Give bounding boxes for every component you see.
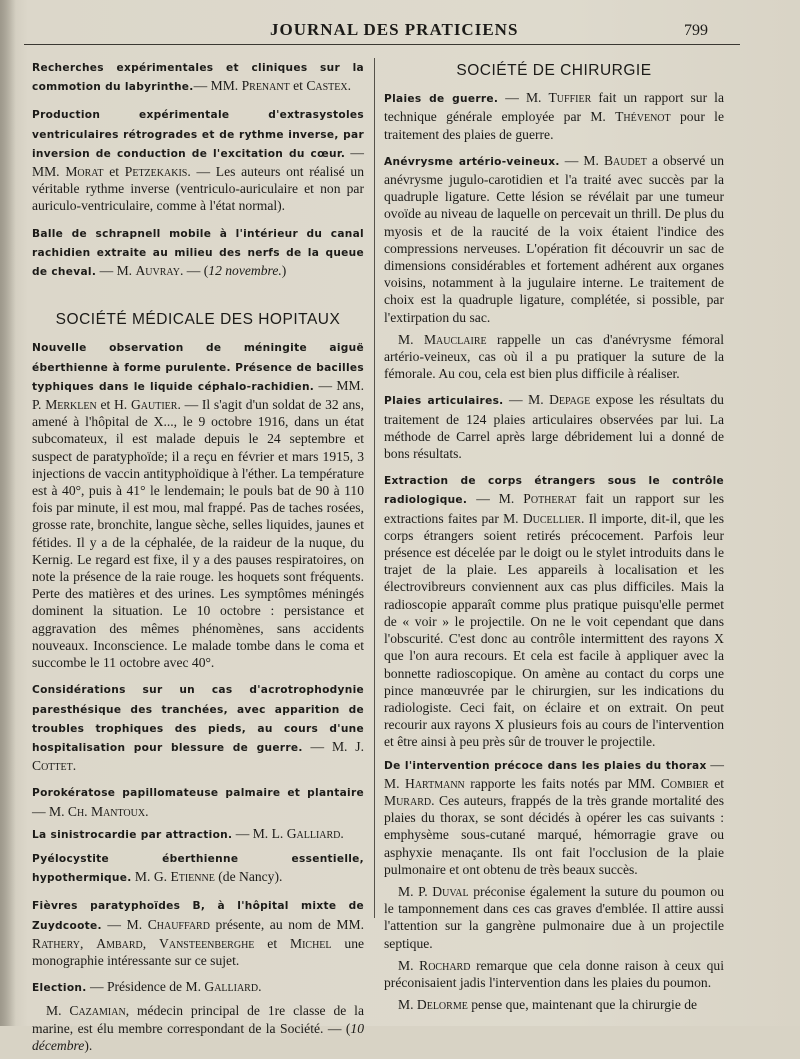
entry-porokeratose: Porokératose papillomateuse palmaire et plantaire — M. Ch. Mantoux.	[32, 787, 364, 819]
column-divider	[374, 58, 375, 918]
entry-delorme: M. Delorme pense que, maintenant que la chirurgie de	[398, 997, 698, 1013]
entry-extrasystoles: Production expérimentale d'extrasystoles ventriculaires rétrogrades et de rythme inverse, par inversion de conduction de l'excitation du cœur. — MM. Morat et Petzekakis. — Les auteurs ont réalisé un véritable rythme inverse (ventriculo-auriculaire et non par auriculo-ventriculaire, comme à l'état normal).	[32, 109, 365, 214]
entry-sinistrocardie: La sinistrocardie par attraction. — M. L. Galliard.	[32, 825, 344, 841]
header-rule	[24, 44, 740, 45]
page-header	[0, 18, 800, 42]
entry-mauclaire: M. Mauclaire rappelle un cas d'anévrysme fémoral artério-veineux, cas où il a pu pratiquer la suture de la fémorale. Au cou, cela est bien plus difficile à réaliser.	[384, 331, 724, 382]
section-title-chirurgie: SOCIÉTÉ DE CHIRURGIE	[456, 62, 652, 79]
entry-schrapnell-ball: Balle de schrapnell mobile à l'intérieur du canal rachidien extraite au milieu des nerfs de la queue de cheval. — M. Auvray. — (12 novembre.)	[32, 227, 364, 279]
entry-paratyphoid-fevers: Fièvres paratyphoïdes B, à l'hôpital mixte de Zuydcoote. — M. Chauffard présente, au nom de MM. Rathery, Ambard, Vansteenberghe et Michel une monographie intéressante sur ce sujet.	[32, 900, 365, 968]
journal-title: JOURNAL DES PRATICIENS	[270, 20, 519, 39]
entry-war-wounds: Plaies de guerre. — M. Tuffier fait un rapport sur la technique générale employée par M. Thévenot pour le traitement des plaies de guerre.	[384, 90, 724, 142]
entry-election: Election. — Présidence de M. Galliard.	[32, 979, 262, 995]
section-title-medicale: SOCIÉTÉ MÉDICALE DES HOPITAUX	[55, 311, 341, 329]
entry-aneurysm: Anévrysme artério-veineux. — M. Baudet a observé un anévrysme jugulo-carotidien et l'a traité avec succès par la quadruple ligature. Cette lésion se révélait par une tumeur ovoïde au niveau de laquelle on percevait un thrill. De plus du myosis et de la raucité de la voix étaient l'indice des compressions nerveuses. L'opération fit découvrir un sac de dimensions considérables et fortement adhérent aux organes voisins, notamment à la jugulaire interne. Le traitement de choix est la quadruple ligature, complétée, si possible, par l'extirpation du sac.	[384, 152, 724, 325]
entry-thorax-intervention: De l'intervention précoce dans les plaies du thorax — M. Hartmann rapporte les faits notés par MM. Combier et Murard. Ces auteurs, frappés de la très grande mortalité des plaies du thorax, se sont décidés à opérer les cas suivants : emphysème sous-cutané marqué, hémorragie grave ou asphyxie menaçante. Ils ont fait l'occlusion de la plaie pulmonaire et ont obtenu de très beaux succès.	[384, 756, 724, 877]
entry-cazamian: M. Cazamian, médecin principal de 1re classe de la marine, est élu membre correspondant de la Société. — (10 décembre).	[32, 1003, 364, 1053]
binding-shadow	[0, 0, 16, 1026]
right-column	[384, 58, 724, 1018]
entry-meningitis: Nouvelle observation de méningite aiguë éberthienne à forme purulente. Présence de bacilles typhiques dans le liquide céphalo-rachidien. — MM. P. Merklen et H. Gautier. — Il s'agit d'un soldat de 32 ans, amené à l'hôpital de X..., le 9 octobre 1916, dans un état subcomateux, il est malade depuis le 24 septembre et suspect de paratyphoïde; il a reçu en février et mars 1915, 3 injections de vaccin antityphoïdique à l'éther. La température est à 40°, puis à 41° le lendemain; le pouls bat de 90 à 110 fois par minute, il est mou, mal frappé. Pas de taches rosées, grosse rate, bronchite, langue sèche, selles liquides, jaunes et fétides. Il y a de la céphalée, de la raideur de la nuque, du Kernig. Le regard est fixe, il y a des pauses respiratoires, on note la présence de la raie rouge. les hoquets sont fréquents. Perte des matières et des urines. Les symptômes méningés dominent la situation. Le 10 octobre : persistance et aggravation des mêmes phénomènes, sans accidents nouveaux. Inconscience. Le malade tombe dans le coma et succombe le 11 octobre avec 40°.	[32, 342, 364, 671]
entry-pyelocystite: Pyélocystite éberthienne essentielle, hypothermique. M. G. Etienne (de Nancy).	[32, 852, 364, 885]
entry-labyrinth-commotion: Recherches expérimentales et cliniques sur la commotion du labyrinthe.— MM. Prenant et Castex.	[32, 62, 364, 94]
page-number: 799	[684, 22, 708, 39]
entry-duval: M. P. Duval préconise également la suture du poumon ou le tamponnement dans ces cas graves d'emblée. Il attire aussi l'attention sur la gangrène pulmonaire due à un projectile septique.	[384, 883, 724, 951]
left-column	[32, 58, 364, 1059]
entry-articular-wounds: Plaies articulaires. — M. Depage expose les résultats du traitement de 124 plaies articulaires observées par lui. La méthode de Carrel après large débridement lui a donné de bons résultats.	[384, 392, 724, 462]
entry-rochard: M. Rochard remarque que cela donne raison à ceux qui préconisaient jadis l'intervention dans les plaies du poumon.	[384, 957, 724, 990]
entry-foreign-body-extraction: Extraction de corps étrangers sous le contrôle radiologique. — M. Potherat fait un rapport sur les extractions faites par M. Ducellier. Il importe, dit-il, que les corps étrangers soient retirés précocement. Parfois leur présence est décelée par le doigt ou le stylet introduits dans le trajet de la plaie. Les appareils à localisation et les électrovibreurs conviennent aux cas plus difficiles. Mais la radioscopie apparaît comme plus pratique puisqu'elle permet de « voir » le projectile. On ne le voit cependant que dans l'obscurité. C'est donc au contrôle intermittent des rayons X que l'on aura recours. Et cela est facile à appliquer avec la bonnette radioscopique. On amène au contact du corps une pince manœuvrée par le chirurgien, sur les indications du radiologiste. Ceci fait, on éclaire et on extrait. On peut recourir aux rayons X plusieurs fois au cours de l'intervention et être ainsi à peu près sûr de trouver le projectile.	[384, 475, 725, 750]
entry-acrotrophodynie: Considérations sur un cas d'acrotrophodynie paresthésique des tranchées, avec apparition de troubles trophiques des pieds, au cours d'une hospitalisation pour blessure de guerre. — M. J. Cottet.	[32, 684, 364, 774]
